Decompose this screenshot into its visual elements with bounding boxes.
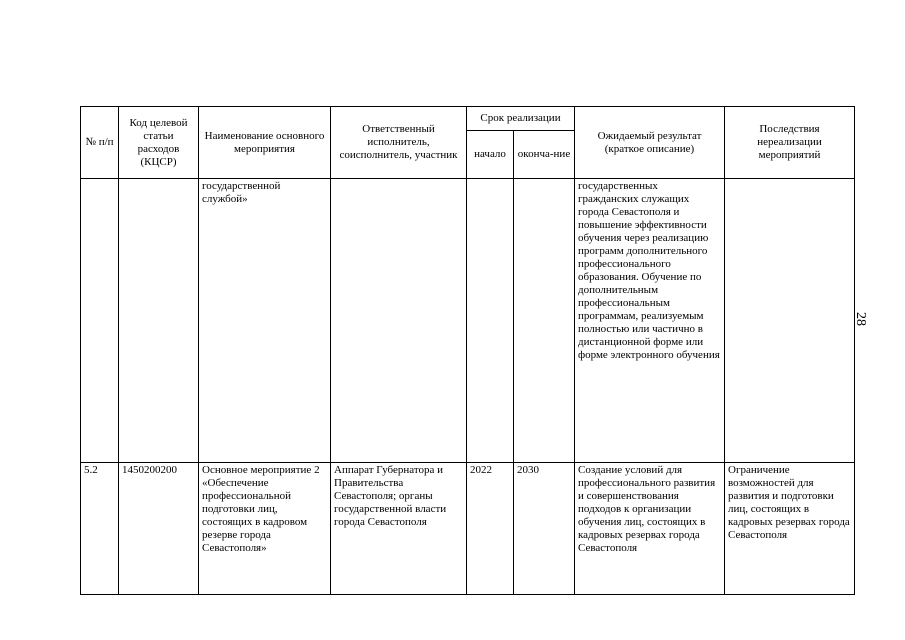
header-responsible: Ответственный исполнитель, соисполнитель, участник bbox=[331, 107, 467, 179]
header-period: Срок реализации bbox=[467, 107, 575, 131]
row-end bbox=[514, 179, 575, 463]
header-code: Код целевой статьи расходов (КЦСР) bbox=[119, 107, 199, 179]
row-start bbox=[467, 179, 514, 463]
row-num: 5.2 bbox=[81, 463, 119, 595]
row-code: 1450200200 bbox=[119, 463, 199, 595]
header-end: оконча-ние bbox=[514, 131, 575, 179]
row-responsible: Аппарат Губернатора и Правительства Севастополя; органы государственной власти города Севастополя bbox=[331, 463, 467, 595]
row-consequences: Ограничение возможностей для развития и подготовки лиц, состоящих в кадровых резервах города Севастополя bbox=[725, 463, 855, 595]
row-start: 2022 bbox=[467, 463, 514, 595]
table-row bbox=[81, 179, 855, 463]
page-number: 28 bbox=[853, 312, 868, 326]
row-name: Основное мероприятие 2 «Обеспечение профессиональной подготовки лиц, состоящих в кадровом резерве города Севастополя» bbox=[199, 463, 331, 595]
row-result: государственных гражданских служащих города Севастополя и повышение эффективности обучения через реализацию программ дополнительного профессионального образования. Обучение по дополнительным профессиональным программам, реализуемым полностью или частично в дистанционной форме или форме электронного обучения bbox=[575, 179, 725, 463]
row-consequences bbox=[725, 179, 855, 463]
header-num: № п/п bbox=[81, 107, 119, 179]
row-code bbox=[119, 179, 199, 463]
header-consequences: Последствия нереализации мероприятий bbox=[725, 107, 855, 179]
row-end: 2030 bbox=[514, 463, 575, 595]
header-start: начало bbox=[467, 131, 514, 179]
header-name: Наименование основного мероприятия bbox=[199, 107, 331, 179]
header-result: Ожидаемый результат (краткое описание) bbox=[575, 107, 725, 179]
row-result: Создание условий для профессионального развития и совершенствования подходов к организации обучения лиц, состоящих в кадровых резервах города Севастополя bbox=[575, 463, 725, 595]
row-name: государственной службой» bbox=[199, 179, 331, 463]
table-row bbox=[81, 463, 855, 595]
row-num bbox=[81, 179, 119, 463]
row-responsible bbox=[331, 179, 467, 463]
measures-table bbox=[80, 106, 855, 595]
